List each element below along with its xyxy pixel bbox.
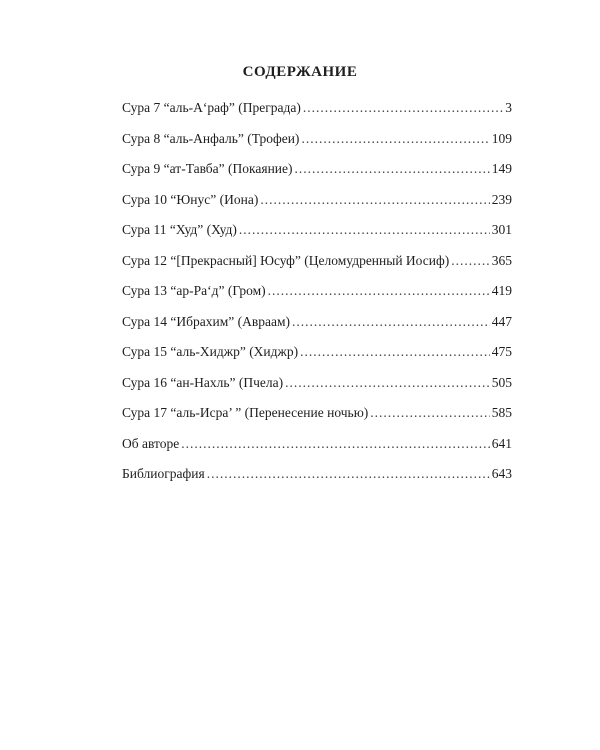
toc-entry bbox=[122, 93, 512, 124]
toc-leader-dots bbox=[370, 398, 489, 429]
toc-entry-title: Сура 9 “ат-Тавба” (Покаяние) bbox=[122, 161, 293, 176]
toc-entry-page-number: 585 bbox=[491, 405, 512, 420]
toc-entry-title: Сура 11 “Худ” (Худ) bbox=[122, 222, 237, 237]
toc-leader-dots bbox=[260, 185, 489, 216]
toc-leader-dots bbox=[451, 246, 490, 277]
toc-leader-dots bbox=[207, 459, 490, 490]
table-of-contents bbox=[122, 93, 512, 490]
toc-leader-dots bbox=[268, 276, 490, 307]
toc-entry-page-number: 365 bbox=[491, 252, 512, 268]
toc-entry bbox=[122, 276, 512, 307]
toc-entry bbox=[122, 429, 512, 460]
toc-entry bbox=[122, 307, 512, 338]
toc-entry bbox=[122, 185, 512, 216]
toc-entry-title: Сура 8 “аль-Анфаль” (Трофеи) bbox=[122, 130, 300, 146]
toc-entry-page-number: 3 bbox=[505, 100, 512, 115]
toc-leader-dots bbox=[181, 429, 490, 460]
toc-entry-page-number: 301 bbox=[491, 222, 512, 237]
toc-entry-title: Сура 17 “аль-Исра’ ” (Перенесение ночью) bbox=[122, 405, 369, 420]
toc-entry bbox=[122, 398, 512, 429]
toc-entry-page-number: 505 bbox=[491, 374, 512, 390]
toc-leader-dots bbox=[295, 154, 490, 185]
toc-entry bbox=[122, 459, 512, 490]
toc-entry bbox=[122, 215, 512, 246]
toc-entry-title: Сура 16 “ан-Нахль” (Пчела) bbox=[122, 374, 284, 390]
toc-leader-dots bbox=[285, 368, 490, 399]
toc-entry-page-number: 643 bbox=[491, 466, 512, 481]
toc-entry-title: Сура 14 “Ибрахим” (Авраам) bbox=[122, 313, 291, 329]
toc-entry-page-number: 149 bbox=[491, 161, 512, 176]
toc-entry bbox=[122, 246, 512, 277]
toc-entry-page-number: 641 bbox=[491, 435, 512, 451]
toc-entry bbox=[122, 368, 512, 399]
toc-entry-page-number: 447 bbox=[491, 313, 512, 329]
toc-leader-dots bbox=[292, 307, 490, 338]
toc-entry bbox=[122, 124, 512, 155]
toc-entry-title: Сура 13 “ар-Ра‘д” (Гром) bbox=[122, 283, 266, 298]
toc-entry bbox=[122, 154, 512, 185]
toc-entry-title: Об авторе bbox=[122, 435, 180, 451]
toc-leader-dots bbox=[239, 215, 490, 246]
toc-entry-page-number: 475 bbox=[491, 344, 512, 359]
toc-entry-title: Сура 15 “аль-Хиджр” (Хиджр) bbox=[122, 344, 299, 359]
toc-entry-title: Сура 10 “Юнус” (Иона) bbox=[122, 191, 259, 207]
toc-entry-title: Библиография bbox=[122, 466, 205, 481]
toc-entry-page-number: 109 bbox=[491, 130, 512, 146]
toc-entry-title: Сура 12 “[Прекрасный] Юсуф” (Целомудренный Иосиф) bbox=[122, 252, 450, 268]
toc-entry-page-number: 239 bbox=[491, 191, 512, 207]
toc-entry bbox=[122, 337, 512, 368]
toc-leader-dots bbox=[301, 124, 489, 155]
page-title: СОДЕРЖАНИЕ bbox=[242, 64, 358, 80]
toc-entry-page-number: 419 bbox=[491, 283, 512, 298]
toc-leader-dots bbox=[300, 337, 490, 368]
toc-leader-dots bbox=[303, 93, 503, 124]
toc-entry-title: Сура 7 “аль-А‘раф” (Преграда) bbox=[122, 100, 301, 115]
